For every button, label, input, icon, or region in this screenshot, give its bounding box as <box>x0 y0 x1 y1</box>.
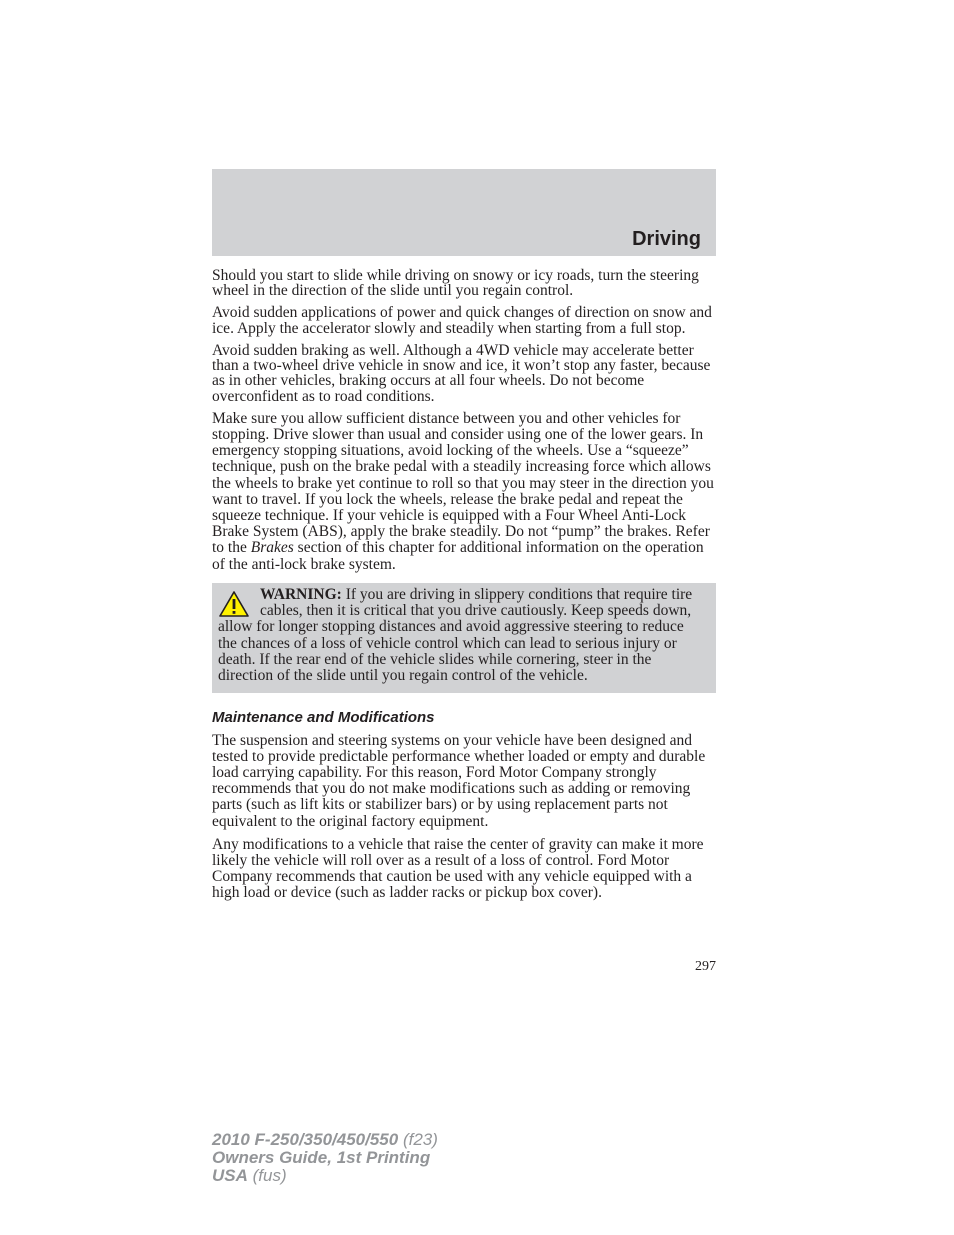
chapter-header-band <box>212 169 716 256</box>
warning-text: If you are driving in slippery conditions that require tire cables, then it is critical that you drive cautiously. Keep speeds down, allow for longer stopping distances and avoid aggressive steering to reduce the chances of a loss of vehicle control which can lead to serious injury or death. If the rear end of the vehicle slides while cornering, steer in the direction of the slide until you regain control of the vehicle. <box>218 585 693 685</box>
body-paragraph: Avoid sudden braking as well. Although a 4WD vehicle may accelerate better than a two-wheel drive vehicle in snow and ice, it won’t stop any faster, because as in other vehicles, braking occurs at all four wheels. Do not become overconfident as to road conditions. <box>212 341 711 405</box>
warning-box <box>212 583 716 693</box>
footer-model-code: (f23) <box>398 1130 438 1149</box>
page-number: 297 <box>695 959 716 974</box>
body-paragraph: Should you start to slide while driving on snowy or icy roads, turn the steering wheel in the direction of the slide until you regain control. <box>212 267 699 300</box>
footer-guide: Owners Guide, 1st Printing <box>212 1148 431 1167</box>
warning-label: WARNING: <box>260 585 342 603</box>
braking-text-end: section of this chapter for additional information on the operation of the anti-lock brake system. <box>212 539 704 573</box>
body-paragraph: The suspension and steering systems on your vehicle have been designed and tested to provide predictable performance whether loaded or empty and durable load carrying capability. For this reason, Ford Motor Company strongly recommends that you do not make modifications such as adding or removing parts (such as lift kits or stabilizer bars) or by using replacement parts not equivalent to the original factory equipment. <box>212 731 706 830</box>
section-heading: Maintenance and Modifications <box>212 708 435 726</box>
document-footer <box>212 1131 438 1185</box>
braking-paragraph <box>212 411 716 573</box>
footer-model-line <box>212 1131 438 1149</box>
maintenance-section <box>212 733 716 902</box>
chapter-title: Driving <box>632 228 701 250</box>
footer-market-code: (fus) <box>247 1166 287 1185</box>
brakes-section-reference: Brakes <box>250 539 294 557</box>
body-paragraph: Avoid sudden applications of power and quick changes of direction on snow and ice. Apply the accelerator slowly and steadily when starting from a full stop. <box>212 304 712 337</box>
footer-market-line <box>212 1167 438 1185</box>
body-paragraph: Any modifications to a vehicle that raise the center of gravity can make it more likely the vehicle will roll over as a result of a loss of control. Ford Motor Company recommends that caution be used with any vehicle equipped with a high load or device (such as ladder racks or pickup box cover). <box>212 835 704 902</box>
braking-text-start: Make sure you allow sufficient distance between you and other vehicles for stopping. Drive slower than usual and consider using one of the lower gears. In emergency stopping situations, avoid locking of the wheels. Use a “squeeze” technique, push on the brake pedal with a steadily increasing force which allows the wheels to brake yet continue to roll so that you may steer in the direction you want to travel. If you lock the wheels, release the brake pedal and repeat the squeeze technique. If your vehicle is equipped with a Four Wheel Anti-Lock Brake System (ABS), apply the brake steadily. Do not “pump” the brakes. Refer to the <box>212 409 714 557</box>
warning-triangle-icon <box>218 590 250 618</box>
footer-market: USA <box>212 1166 248 1185</box>
page-content <box>212 268 716 909</box>
footer-model: 2010 F-250/350/450/550 <box>212 1130 399 1149</box>
